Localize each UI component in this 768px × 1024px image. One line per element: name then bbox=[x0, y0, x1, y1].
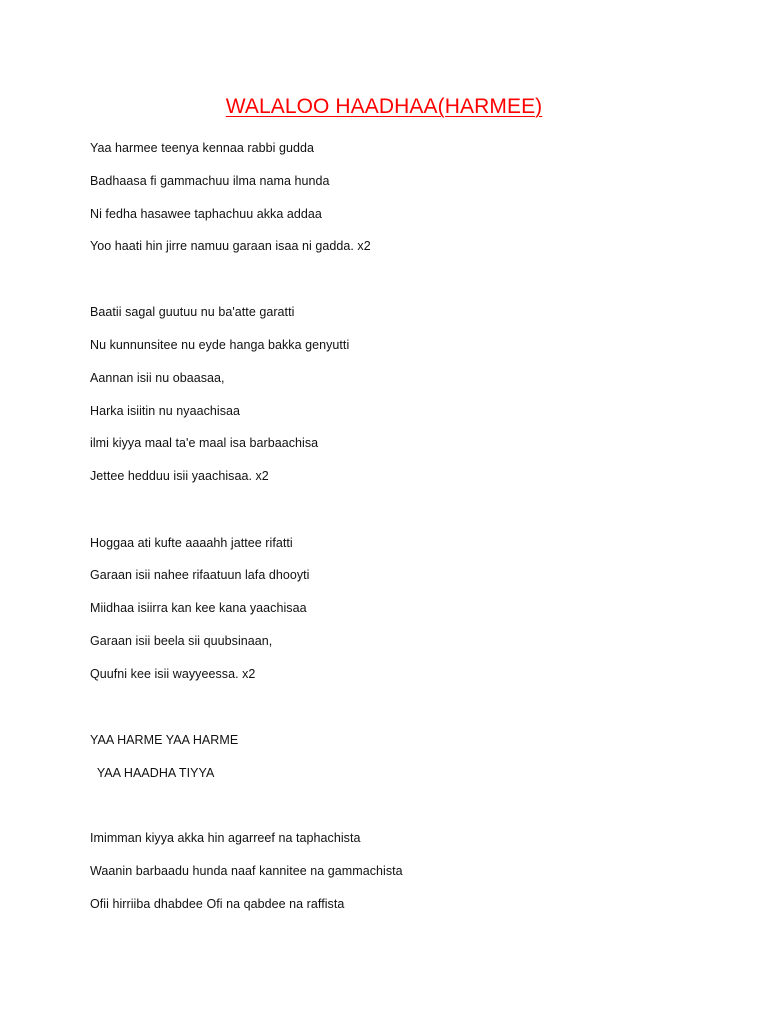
poem-line: Ofii hirriiba dhabdee Ofi na qabdee na raffista bbox=[90, 897, 345, 911]
poem-line: Aannan isii nu obaasaa, bbox=[90, 371, 225, 385]
poem-line: Yoo haati hin jirre namuu garaan isaa ni gadda. x2 bbox=[90, 239, 371, 253]
poem-line: Baatii sagal guutuu nu ba'atte garatti bbox=[90, 305, 295, 319]
poem-line: Yaa harmee teenya kennaa rabbi gudda bbox=[90, 141, 314, 155]
poem-line: YAA HAADHA TIYYA bbox=[90, 766, 215, 780]
poem-line: Hoggaa ati kufte aaaahh jattee rifatti bbox=[90, 536, 293, 550]
poem-line: Imimman kiyya akka hin agarreef na taphachista bbox=[90, 831, 361, 845]
poem-line: YAA HARME YAA HARME bbox=[90, 733, 239, 747]
poem-line: Ni fedha hasawee taphachuu akka addaa bbox=[90, 207, 322, 221]
poem-line: Miidhaa isiirra kan kee kana yaachisaa bbox=[90, 601, 307, 615]
poem-line: Jettee hedduu isii yaachisaa. x2 bbox=[90, 469, 269, 483]
poem-line: Garaan isii nahee rifaatuun lafa dhooyti bbox=[90, 568, 310, 582]
poem-line: Nu kunnunsitee nu eyde hanga bakka genyutti bbox=[90, 338, 350, 352]
poem-line: Garaan isii beela sii quubsinaan, bbox=[90, 634, 273, 648]
poem-line: Badhaasa fi gammachuu ilma nama hunda bbox=[90, 174, 330, 188]
poem-line: Quufni kee isii wayyeessa. x2 bbox=[90, 667, 256, 681]
document-title: WALALOO HAADHAA(HARMEE) bbox=[225, 95, 543, 118]
poem-line: Waanin barbaadu hunda naaf kannitee na gammachista bbox=[90, 864, 403, 878]
poem-line: ilmi kiyya maal ta'e maal isa barbaachisa bbox=[90, 436, 319, 450]
poem-line: Harka isiitin nu nyaachisaa bbox=[90, 404, 241, 418]
